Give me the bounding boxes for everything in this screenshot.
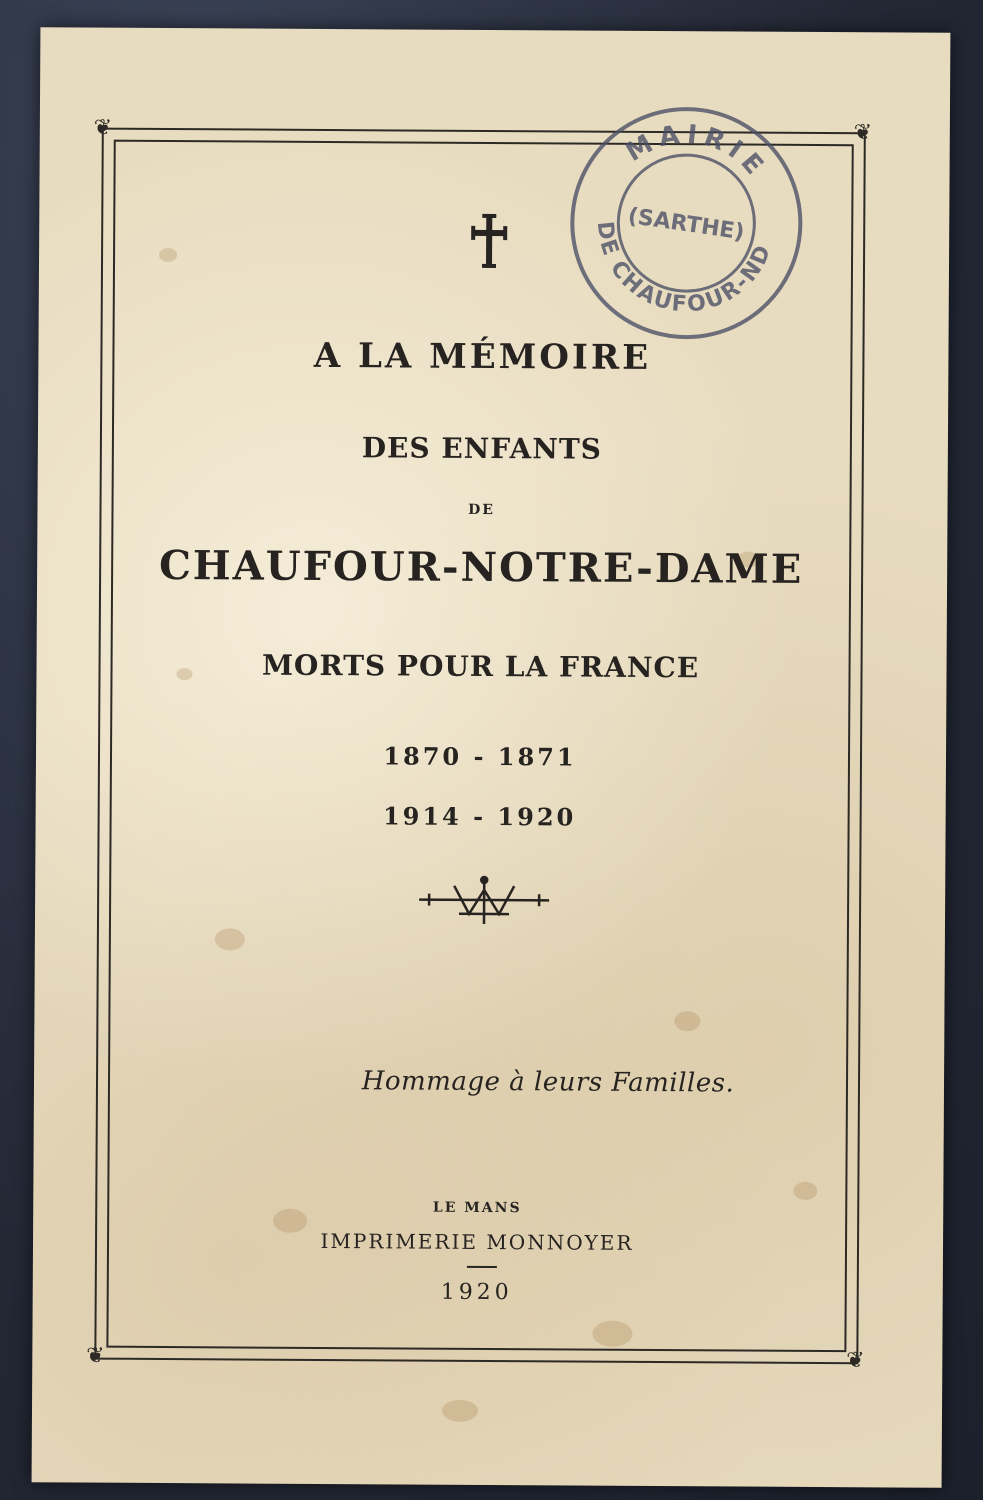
cover-title: CHAUFOUR-NOTRE-DAME <box>158 541 804 593</box>
mairie-stamp <box>548 85 826 363</box>
corner-ornament-icon: ❦ <box>853 120 873 146</box>
svg-text:MAIRIE: MAIRIE <box>620 119 773 186</box>
corner-ornament-icon: ❦ <box>846 1348 865 1374</box>
ornament-icon <box>409 870 559 931</box>
booklet-cover <box>32 27 951 1488</box>
dates-first-war: 1870 - 1871 <box>383 741 577 772</box>
svg-text:DE CHAUFOUR-ND: DE CHAUFOUR-ND <box>591 220 777 318</box>
imprint-printer: IMPRIMERIE MONNOYER <box>320 1228 634 1255</box>
stamp-inner-text: (SARTHE) <box>626 203 747 246</box>
cover-subtitle: MORTS POUR LA FRANCE <box>261 648 700 685</box>
heading-enfants: DES ENFANTS <box>361 431 603 466</box>
imprint-city: LE MANS <box>432 1199 522 1217</box>
imprint-rule <box>467 1266 497 1268</box>
corner-ornament-icon: ❦ <box>86 1343 105 1369</box>
dates-second-war: 1914 - 1920 <box>382 801 577 832</box>
foxing-spot <box>442 1400 478 1422</box>
heading-de: DE <box>468 501 495 519</box>
imprint-year: 1920 <box>440 1279 513 1306</box>
cross-icon <box>469 212 509 272</box>
dedication: Hommage à leurs Familles. <box>361 1066 735 1099</box>
corner-ornament-icon: ❦ <box>93 115 113 141</box>
heading-memoire: A LA MÉMOIRE <box>313 335 652 378</box>
stamp-outer-text: MAIRIE DE CHAUFOUR-ND <box>667 349 683 353</box>
